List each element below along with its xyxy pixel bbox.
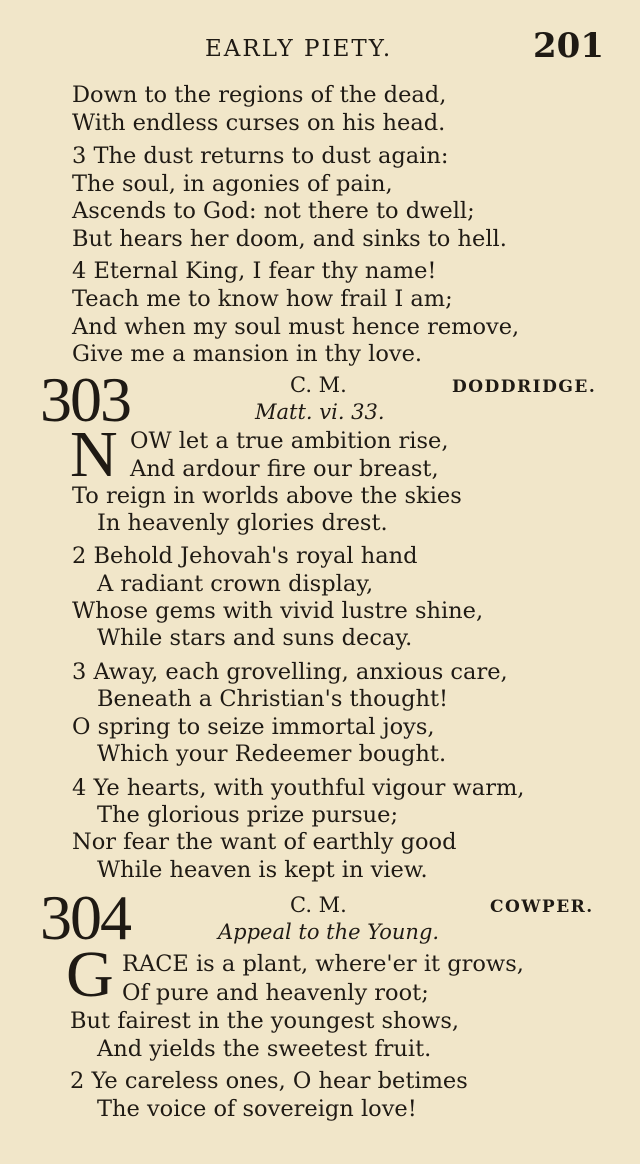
verse-line: 4 Ye hearts, with youthful vigour warm, <box>72 775 525 801</box>
verse-line: While heaven is kept in view. <box>97 857 428 883</box>
hymn-number: 304 <box>40 882 130 953</box>
running-header: EARLY PIETY. <box>205 36 393 62</box>
verse-line: Whose gems with vivid lustre shine, <box>72 598 484 624</box>
verse-line: Of pure and heavenly root; <box>122 980 429 1006</box>
verse-line: But hears her doom, and sinks to hell. <box>72 226 507 252</box>
drop-cap: G <box>66 938 114 1011</box>
verse-line: Down to the regions of the dead, <box>72 82 447 108</box>
hymn-meter: C. M. <box>290 373 347 397</box>
verse-line: And when my soul must hence remove, <box>72 314 520 340</box>
verse-line: But fairest in the youngest shows, <box>70 1008 460 1034</box>
verse-line: The voice of sovereign love! <box>97 1096 417 1122</box>
verse-line: Beneath a Christian's thought! <box>97 686 449 712</box>
verse-line: 2 Ye careless ones, O hear betimes <box>70 1068 468 1094</box>
verse-line: 2 Behold Jehovah's royal hand <box>72 543 418 569</box>
verse-line: Which your Redeemer bought. <box>97 741 447 767</box>
verse-line: The glorious prize pursue; <box>97 802 399 828</box>
drop-cap: N <box>70 418 118 491</box>
verse-line: While stars and suns decay. <box>97 625 413 651</box>
verse-line: The soul, in agonies of pain, <box>72 171 393 197</box>
verse-line: And yields the sweetest fruit. <box>97 1036 432 1062</box>
page-number: 201 <box>533 26 604 66</box>
verse-line: Ascends to God: not there to dwell; <box>72 198 475 224</box>
verse-line: In heavenly glories drest. <box>97 510 388 536</box>
hymn-number: 303 <box>40 364 130 435</box>
verse-line: Give me a mansion in thy love. <box>72 341 423 367</box>
verse-line: RACE is a plant, where'er it grows, <box>122 951 524 977</box>
verse-line: OW let a true ambition rise, <box>130 428 449 454</box>
verse-line: Teach me to know how frail I am; <box>72 286 453 312</box>
verse-line: O spring to seize immortal joys, <box>72 714 435 740</box>
verse-line: A radiant crown display, <box>97 571 374 597</box>
hymn-subtitle: Appeal to the Young. <box>218 920 440 944</box>
verse-line: To reign in worlds above the skies <box>72 483 462 509</box>
verse-line: Nor fear the want of earthly good <box>72 829 457 855</box>
hymn-meter: C. M. <box>290 893 347 917</box>
verse-line: And ardour fire our breast, <box>130 456 439 482</box>
verse-line: 4 Eternal King, I fear thy name! <box>72 258 437 284</box>
verse-line: 3 The dust returns to dust again: <box>72 143 449 169</box>
verse-line: With endless curses on his head. <box>72 110 446 136</box>
scripture-reference: Matt. vi. 33. <box>255 400 385 424</box>
hymn-author: COWPER. <box>490 897 594 917</box>
verse-line: 3 Away, each grovelling, anxious care, <box>72 659 508 685</box>
hymn-author: DODDRIDGE. <box>452 377 597 397</box>
